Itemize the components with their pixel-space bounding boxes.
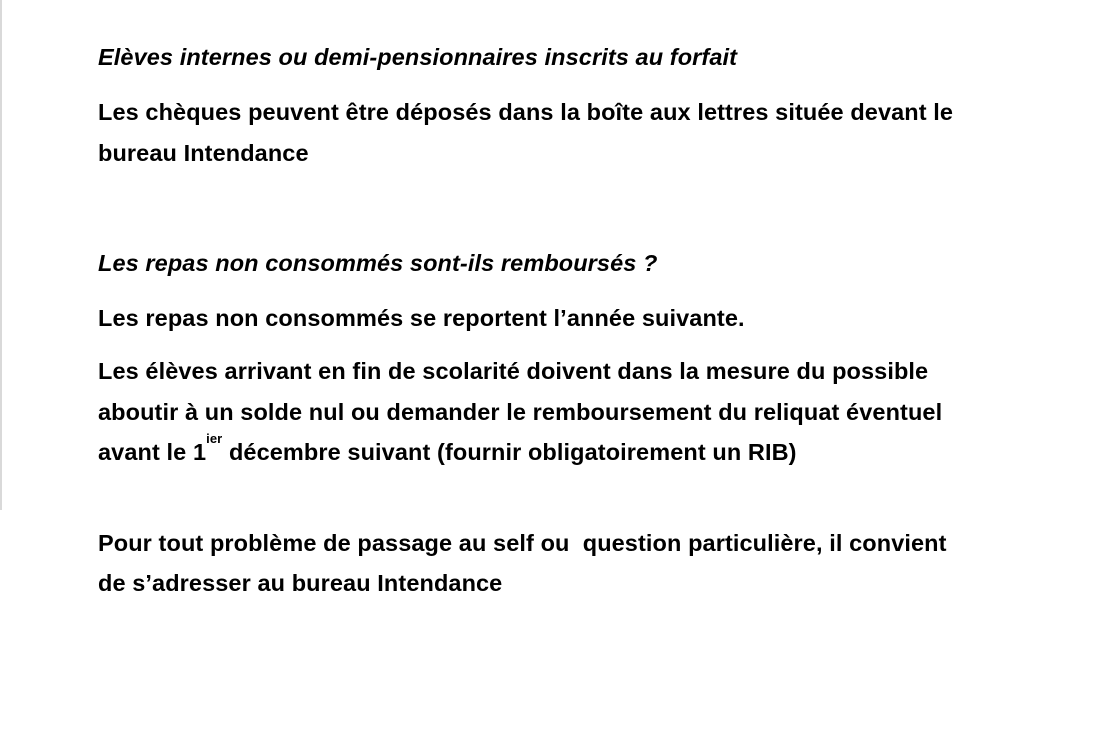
paragraph-cheques-line-2: bureau Intendance: [98, 140, 309, 166]
paragraph-contact-line-1: Pour tout problème de passage au self ou question particulière, il convient: [98, 530, 947, 556]
ordinal-superscript: ier: [206, 431, 223, 446]
date-prefix: avant le 1: [98, 439, 207, 465]
section-heading-forfait: Elèves internes ou demi-pensionnaires inscrits au forfait: [98, 44, 738, 70]
paragraph-fin-scolarite-line-3: [98, 431, 797, 467]
paragraph-report: Les repas non consommés se reportent l’année suivante.: [98, 305, 745, 331]
date-suffix: décembre suivant (fournir obligatoirement un RIB): [222, 439, 797, 465]
paragraph-fin-scolarite-line-2: aboutir à un solde nul ou demander le remboursement du reliquat éventuel: [98, 399, 943, 425]
paragraph-contact-line-2: de s’adresser au bureau Intendance: [98, 570, 503, 596]
section-heading-repas: Les repas non consommés sont-ils remboursés ?: [98, 250, 658, 276]
paragraph-fin-scolarite-line-1: Les élèves arrivant en fin de scolarité doivent dans la mesure du possible: [98, 358, 929, 384]
page-left-border: [0, 0, 2, 510]
paragraph-cheques-line-1: Les chèques peuvent être déposés dans la boîte aux lettres située devant le: [98, 99, 954, 125]
